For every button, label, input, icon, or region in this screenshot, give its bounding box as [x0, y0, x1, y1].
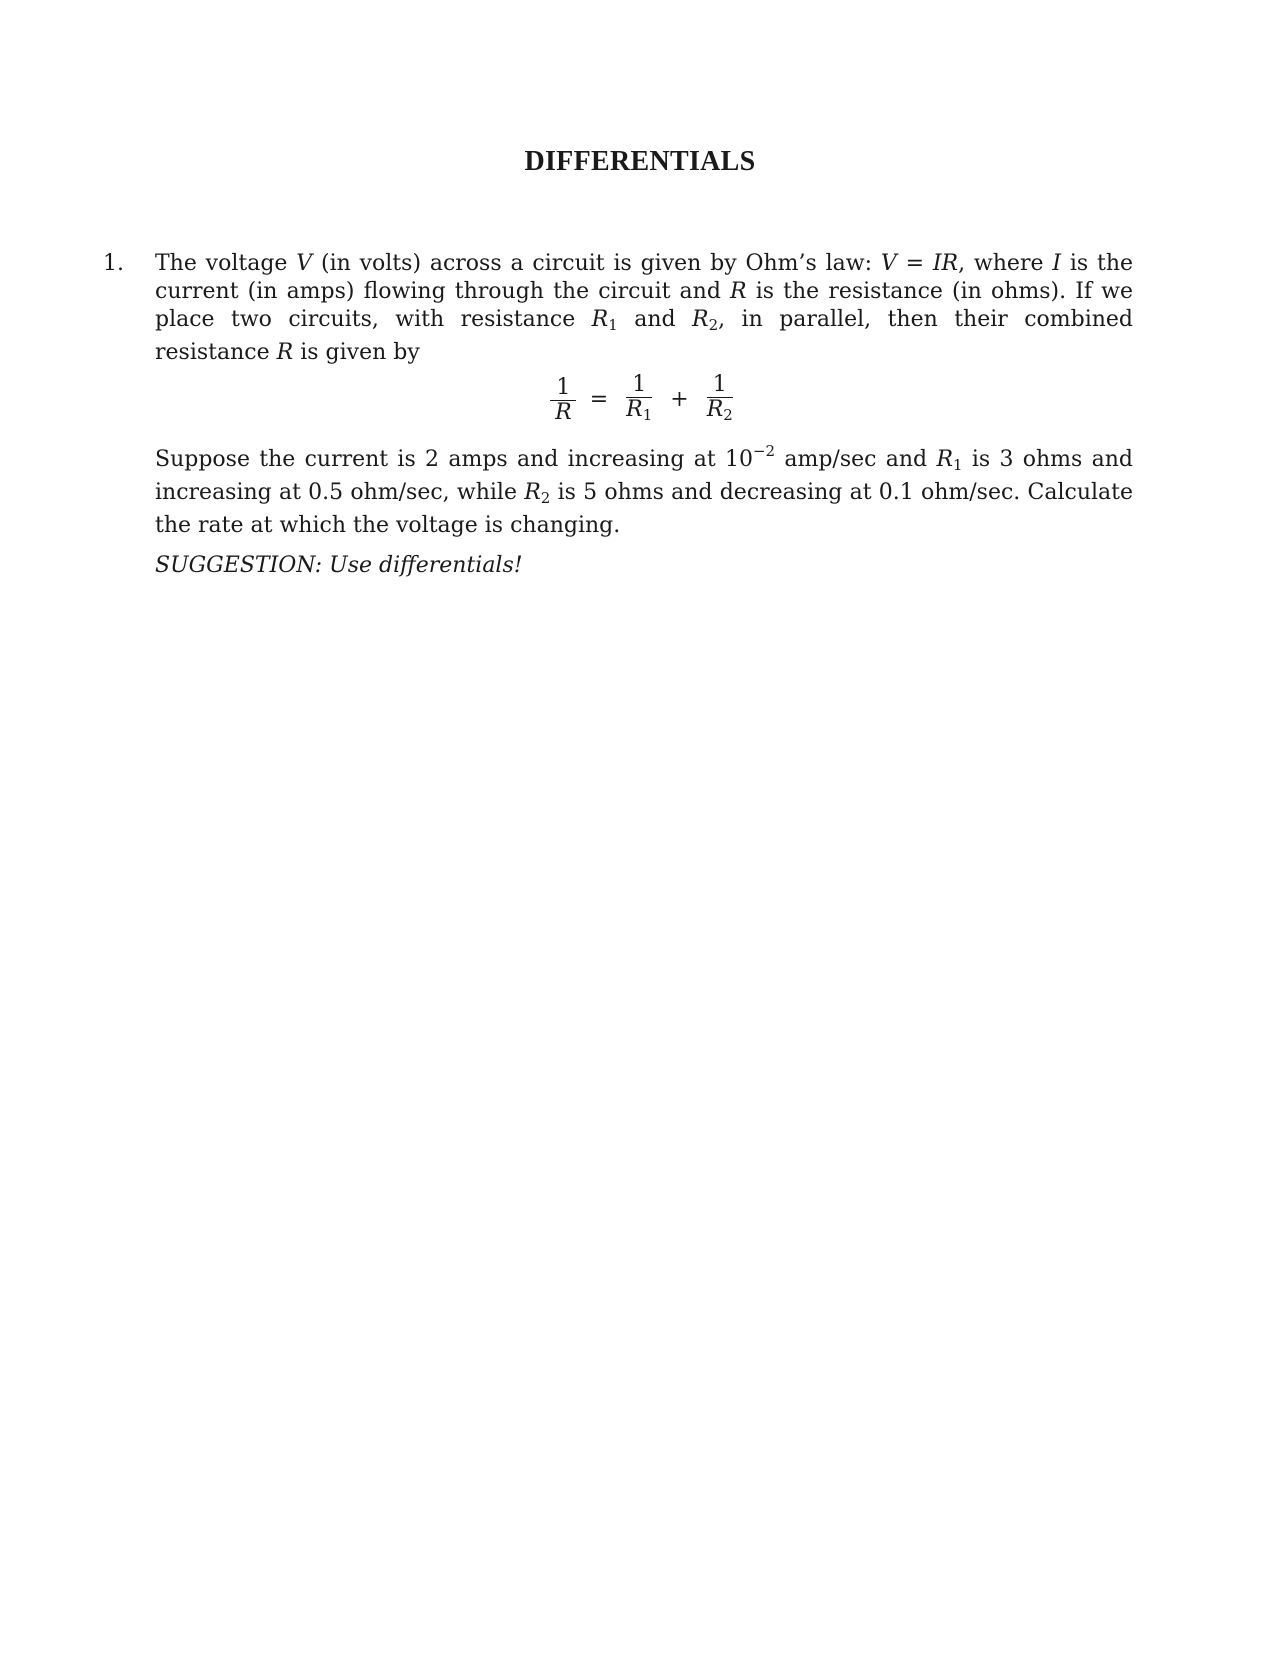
subscript: 1: [642, 406, 653, 424]
parallel-resistance-equation: [155, 373, 1133, 427]
text-run: (in volts) across a circuit is given by Ohm’s law:: [312, 251, 881, 276]
fraction-term-1: [620, 373, 658, 427]
numerator: 1: [626, 373, 652, 398]
text-run: is given by: [293, 340, 420, 365]
math-var-I: I: [1052, 251, 1062, 276]
fraction-lhs: [549, 376, 578, 425]
math-var-R2: R: [692, 307, 709, 332]
math-var-R1: R: [936, 447, 954, 472]
superscript: −2: [752, 442, 776, 460]
problem-number: 1.: [103, 251, 124, 276]
text-run: is the resistance (in ohms). If we place two circuits, with resistance: [155, 279, 1133, 332]
text-run: , where: [958, 251, 1053, 276]
subscript: 2: [723, 406, 733, 424]
math-var-R: R: [706, 397, 724, 422]
equals-sign: =: [896, 251, 933, 276]
text-run: is the current (in amps) flowing through the circuit and: [155, 251, 1134, 304]
math-var-V: V: [880, 251, 897, 276]
math-var-R: R: [276, 340, 294, 365]
subscript: 1: [608, 316, 618, 334]
text-run: is 3 ohms and increasing at 0.5 ohm/sec, while: [155, 447, 1133, 505]
math-var-V: V: [296, 251, 313, 276]
math-var-R: R: [626, 397, 643, 422]
fraction-term-2: [701, 373, 739, 427]
problem-body: [155, 250, 1133, 580]
page-title: DIFFERENTIALS: [524, 146, 756, 177]
math-var-R: R: [730, 279, 747, 304]
math-var-R1: R: [591, 307, 609, 332]
subscript: 2: [540, 489, 551, 507]
math-expr-IR: IR: [932, 251, 959, 276]
problem-rates: [155, 437, 1133, 540]
subscript: 1: [953, 456, 963, 474]
denominator: [620, 398, 658, 427]
math-var-R2: R: [524, 480, 541, 505]
equals-sign: =: [589, 387, 609, 412]
text-run: , in parallel, then their combined resistance: [155, 307, 1134, 365]
text-run: The voltage: [155, 251, 297, 276]
text-run: Suppose the current is 2 amps and increasing at 10: [155, 447, 753, 472]
denominator: [701, 398, 739, 427]
text-run: is 5 ohms and decreasing at 0.1 ohm/sec. Calculate the rate at which the voltage is changing.: [155, 480, 1133, 538]
text-run: and: [617, 307, 693, 332]
problem-intro: [155, 250, 1133, 367]
numerator: 1: [707, 373, 733, 398]
plus-sign: +: [670, 387, 689, 412]
text-run: amp/sec and: [775, 447, 937, 472]
subscript: 2: [708, 316, 719, 334]
suggestion-text: SUGGESTION: Use differentials!: [155, 553, 523, 578]
denominator: R: [555, 399, 572, 425]
numerator: 1: [550, 376, 576, 401]
